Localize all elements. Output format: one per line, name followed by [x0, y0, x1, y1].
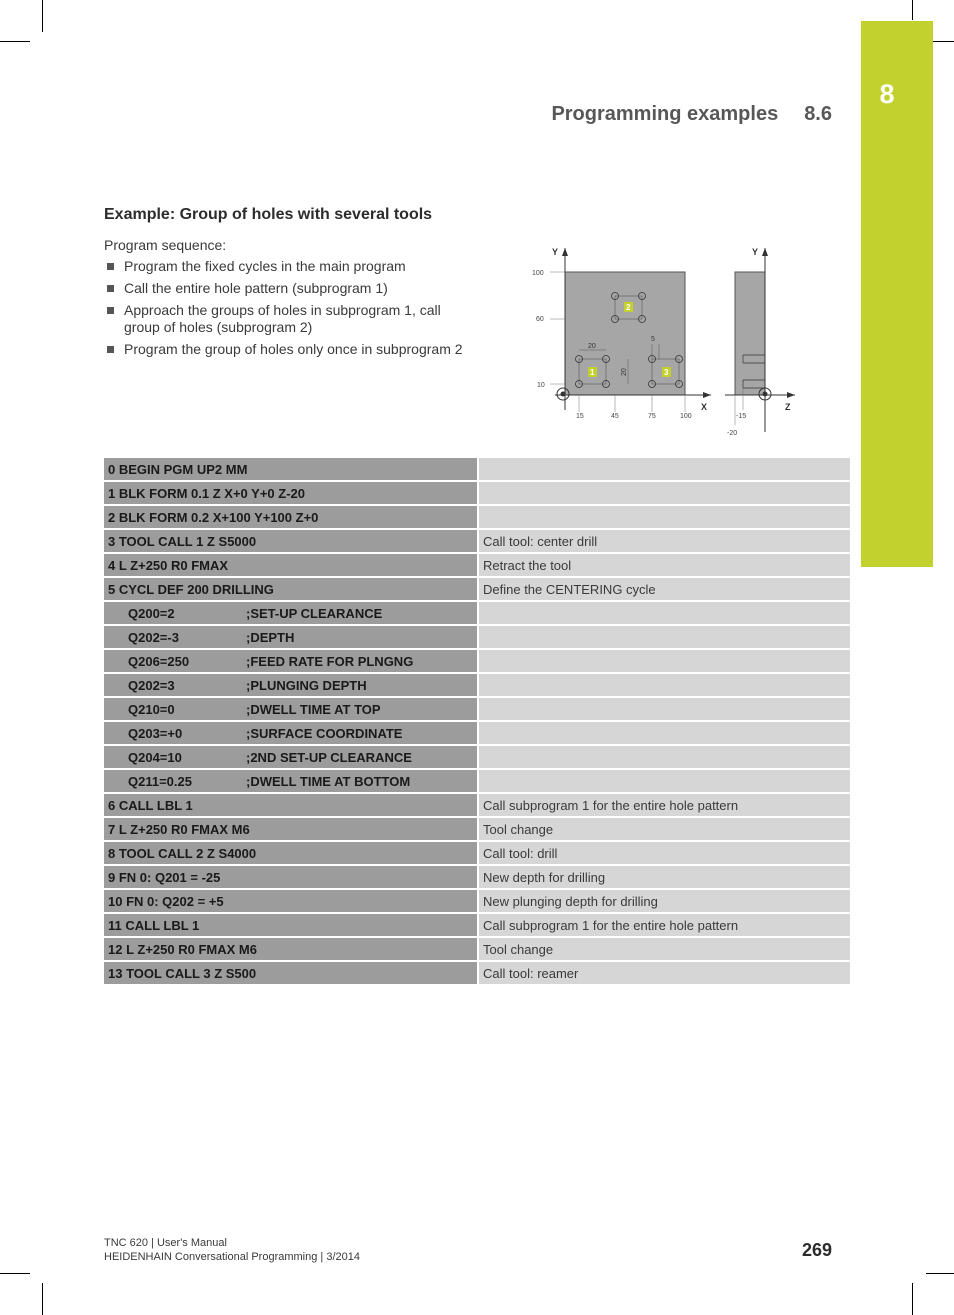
z-tick-label: -15	[736, 413, 747, 420]
crop-mark	[912, 0, 913, 20]
workpiece-drawing	[525, 240, 810, 440]
table-row	[104, 649, 850, 673]
x-tick-label: 45	[611, 413, 619, 420]
table-row	[104, 577, 850, 601]
intro-text: Program sequence:	[104, 237, 227, 253]
list-item	[104, 258, 474, 275]
y-tick-label: 60	[536, 316, 544, 323]
program-comment-cell	[478, 745, 850, 769]
bullet-icon	[107, 285, 114, 292]
table-row	[104, 458, 850, 481]
y-tick-label: 100	[532, 270, 544, 277]
crop-mark	[912, 1283, 913, 1315]
program-comment-cell: Call subprogram 1 for the entire hole pattern	[478, 913, 850, 937]
z-axis-arrow	[787, 392, 795, 398]
cycle-parameter: Q206=250	[128, 653, 190, 669]
program-code-cell: 4 L Z+250 R0 FMAX	[104, 553, 478, 577]
list-item-text: Approach the groups of holes in subprogram 1, call group of holes (subprogram 2)	[124, 302, 441, 335]
program-comment-cell: Define the CENTERING cycle	[478, 577, 850, 601]
crop-mark	[42, 1283, 43, 1315]
program-comment-cell: New plunging depth for drilling	[478, 889, 850, 913]
cycle-parameter: Q203=+0	[128, 725, 183, 741]
x-tick-label: 75	[648, 413, 656, 420]
program-code-cell	[104, 601, 478, 625]
program-comment-cell: Retract the tool	[478, 553, 850, 577]
program-code-cell	[104, 697, 478, 721]
program-comment-cell: Call tool: drill	[478, 841, 850, 865]
cycle-parameter-description: ;2ND SET-UP CLEARANCE	[246, 749, 412, 765]
x-axis-arrow	[703, 392, 711, 398]
cycle-parameter: Q204=10	[128, 749, 182, 765]
program-code-cell: 7 L Z+250 R0 FMAX M6	[104, 817, 478, 841]
section-number: 8.6	[804, 103, 832, 125]
footer-line: HEIDENHAIN Conversational Programming | 3/2014	[104, 1251, 360, 1263]
program-comment-cell	[478, 458, 850, 481]
group-label: 2	[626, 303, 631, 312]
table-row	[104, 697, 850, 721]
x-tick-label: 100	[680, 413, 692, 420]
list-item-text: Call the entire hole pattern (subprogram 1)	[124, 280, 388, 296]
program-code-cell: 12 L Z+250 R0 FMAX M6	[104, 937, 478, 961]
cycle-parameter: Q202=3	[128, 677, 175, 693]
group-label: 3	[664, 368, 669, 377]
section-title: Programming examples	[551, 103, 779, 125]
program-comment-cell: Call tool: center drill	[478, 529, 850, 553]
program-code-cell	[104, 745, 478, 769]
program-code-cell: 5 CYCL DEF 200 DRILLING	[104, 577, 478, 601]
cycle-parameter-description: ;SURFACE COORDINATE	[246, 725, 403, 741]
bullet-icon	[107, 307, 114, 314]
x-axis-label: X	[701, 402, 708, 412]
program-code-cell: 2 BLK FORM 0.2 X+100 Y+100 Z+0	[104, 505, 478, 529]
x-tick-label: 15	[576, 413, 584, 420]
table-row	[104, 889, 850, 913]
crop-mark	[42, 0, 43, 32]
program-code-cell	[104, 769, 478, 793]
program-comment-cell: New depth for drilling	[478, 865, 850, 889]
program-code-cell	[104, 625, 478, 649]
y-axis-arrow	[562, 248, 568, 256]
program-comment-cell: Call tool: reamer	[478, 961, 850, 985]
dimension-label: 5	[651, 336, 655, 343]
program-comment-cell: Tool change	[478, 937, 850, 961]
page-number: 269	[801, 1240, 832, 1260]
part-side-view	[735, 272, 765, 395]
datum-marker	[763, 392, 768, 397]
list-item-text: Program the group of holes only once in subprogram 2	[124, 341, 463, 357]
program-code-cell: 13 TOOL CALL 3 Z S500	[104, 961, 478, 985]
table-row	[104, 721, 850, 745]
bullet-icon	[107, 346, 114, 353]
footer	[104, 1236, 360, 1264]
program-comment-cell	[478, 505, 850, 529]
crop-mark	[0, 41, 30, 42]
program-code-cell: 0 BEGIN PGM UP2 MM	[104, 458, 478, 481]
table-row	[104, 673, 850, 697]
list-item	[104, 341, 474, 358]
group-label: 1	[590, 368, 595, 377]
crop-mark	[926, 1273, 954, 1274]
cycle-parameter: Q210=0	[128, 701, 175, 717]
program-code-cell: 8 TOOL CALL 2 Z S4000	[104, 841, 478, 865]
cycle-parameter-description: ;SET-UP CLEARANCE	[246, 605, 383, 621]
cycle-parameter-description: ;DWELL TIME AT BOTTOM	[246, 773, 411, 789]
table-row	[104, 625, 850, 649]
program-table	[104, 458, 850, 986]
program-comment-cell	[478, 769, 850, 793]
dimension-label: 20	[588, 343, 596, 350]
table-row	[104, 793, 850, 817]
table-row	[104, 913, 850, 937]
example-title: Example: Group of holes with several tools	[104, 206, 433, 223]
cycle-parameter-description: ;DWELL TIME AT TOP	[246, 701, 381, 717]
table-row	[104, 841, 850, 865]
y-axis-side-arrow	[762, 248, 768, 256]
program-code-cell	[104, 721, 478, 745]
datum-marker	[561, 392, 566, 397]
list-item	[104, 302, 474, 336]
table-row	[104, 745, 850, 769]
cycle-parameter: Q202=-3	[128, 629, 179, 645]
program-code-cell: 11 CALL LBL 1	[104, 913, 478, 937]
table-row	[104, 481, 850, 505]
program-comment-cell	[478, 673, 850, 697]
cycle-parameter: Q200=2	[128, 605, 175, 621]
program-comment-cell	[478, 649, 850, 673]
program-comment-cell	[478, 601, 850, 625]
y-axis-label: Y	[552, 247, 559, 257]
program-comment-cell	[478, 721, 850, 745]
program-code-cell: 3 TOOL CALL 1 Z S5000	[104, 529, 478, 553]
cycle-parameter-description: ;FEED RATE FOR PLNGNG	[246, 653, 414, 669]
program-code-cell: 1 BLK FORM 0.1 Z X+0 Y+0 Z-20	[104, 481, 478, 505]
program-comment-cell	[478, 697, 850, 721]
z-tick-label: -20	[727, 430, 738, 437]
list-item	[104, 280, 474, 297]
list-item-text: Program the fixed cycles in the main program	[124, 258, 406, 274]
cycle-parameter: Q211=0.25	[128, 773, 192, 789]
program-code-cell: 9 FN 0: Q201 = -25	[104, 865, 478, 889]
program-comment-cell	[478, 625, 850, 649]
table-row	[104, 865, 850, 889]
z-axis-label: Z	[785, 402, 791, 412]
bullet-icon	[107, 263, 114, 270]
y-tick-label: 10	[537, 382, 545, 389]
program-comment-cell: Call subprogram 1 for the entire hole pattern	[478, 793, 850, 817]
program-table-body	[104, 458, 850, 985]
footer-line: TNC 620 | User's Manual	[104, 1237, 227, 1249]
table-row	[104, 529, 850, 553]
program-code-cell	[104, 649, 478, 673]
chapter-number: 8	[879, 79, 895, 109]
table-row	[104, 961, 850, 985]
table-row	[104, 817, 850, 841]
table-row	[104, 505, 850, 529]
table-row	[104, 937, 850, 961]
crop-mark	[0, 1273, 30, 1274]
running-header	[480, 103, 832, 126]
program-comment-cell: Tool change	[478, 817, 850, 841]
program-comment-cell	[478, 481, 850, 505]
program-code-cell	[104, 673, 478, 697]
dimension-label: 20	[621, 368, 628, 376]
cycle-parameter-description: ;DEPTH	[246, 629, 295, 645]
chapter-tab	[861, 21, 933, 567]
table-row	[104, 601, 850, 625]
program-code-cell: 10 FN 0: Q202 = +5	[104, 889, 478, 913]
table-row	[104, 553, 850, 577]
y-axis-side-label: Y	[752, 247, 759, 257]
program-sequence-list	[104, 258, 474, 363]
cycle-parameter-description: ;PLUNGING DEPTH	[246, 677, 367, 693]
program-code-cell: 6 CALL LBL 1	[104, 793, 478, 817]
table-row	[104, 769, 850, 793]
